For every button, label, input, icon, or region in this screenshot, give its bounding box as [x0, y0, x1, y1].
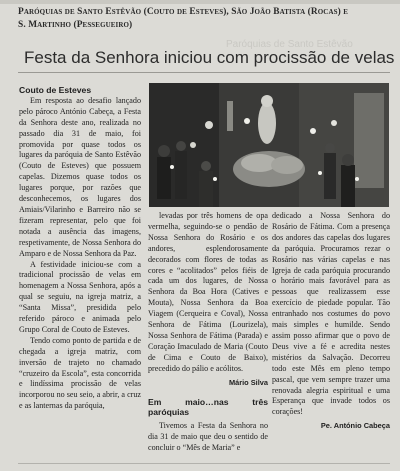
- bleed-through-text: Paróquias de Santo Estêvão: [226, 39, 353, 50]
- headline-divider: [18, 72, 390, 73]
- header-line-2: S. Martinho (Pessegueiro): [18, 20, 133, 30]
- header-line-1: Paróquias de Santo Estêvão (Couto de Esteves), São João Batista (Rocas) e: [18, 7, 349, 17]
- paragraph: Tivemos a Festa da Senhora no dia 31 de maio que deu o sentido de concluir o “Mês de Maria” e: [148, 421, 268, 453]
- procession-photo: [149, 83, 389, 207]
- top-border: [0, 0, 400, 4]
- paragraph: levadas por três homens de opa vermelha, seguindo-se o pendão de Nossa Senhora do Rosário e os andores, esplendorosamente decorados com flores de todas as cores e “acolitados” pelos fiéis de cada um dos lugares, de Nossa Senhora da Boa Hora (Catives e Mouta), Nossa Senhora da Boa Viagem (Cerqueira e Coval), Nossa Senhora de Fátima (Lourizela), Nossa Senhora de Fátima (Parada) e Coração Imaculado de Maria (Couto de Cima e Couto de Baixo), precedido do pálio e acólitos.: [148, 211, 268, 373]
- article-headline: Festa da Senhora iniciou com procissão de velas: [24, 48, 395, 67]
- bottom-border: [18, 463, 390, 464]
- author-signature: Pe. António Cabeça: [320, 421, 390, 431]
- article-column-3: [272, 211, 390, 432]
- paragraph: A festividade iniciou-se com a tradicional procissão de velas em homenagem a Nossa Senhora, após a qual se seguiu, na igreja matriz, a “Santa Missa”, presidida pelo referido pároco e animada pelo Grupo Coral de Couto de Esteves.: [19, 259, 141, 334]
- location-subhead: Couto de Esteves: [19, 85, 92, 95]
- article-column-2: [148, 211, 268, 454]
- paragraph: Em resposta ao desafio lançado pelo pároco António Cabeça, a Festa da Senhora deste ano, realizada no passado dia 31 de maio, foi promovida por quase todos os lugares da paróquia de Santo Estêvão (Couto de Esteves) que possuem capelas. Dizemos quase todos os lugares porque, por razões que desconhecemos, os lugares dos Amiais/Vilarinho e Barreiro não se fizeram representar, pelo que foi notada a ausência das imagens, respetivamente, de Nossa Senhora do Amparo e de Nossa Senhora da Paz.: [19, 95, 141, 258]
- paragraph: dedicado a Nossa Senhora do Rosário de Fátima. Com a presença dos andores das capelas dos lugares da paróquia. Procuramos rezar o Rosário nas várias capelas e nas Igreja de cada paróquia procurando o horário mais favorável para as pessoas que realizassem esse exercício de piedade popular. Tão entranhado nos costumes do povo mais simples e humilde. Sendo assim posso afirmar que o povo de Deus vive a fé e acredita nestes mistérios da Salvação. Decorreu todo este Mês em pleno tempo pascal, que vem sempre trazer uma renovada alegria espiritual e uma Esperança que invade todos os corações!: [272, 211, 390, 417]
- author-signature: Mário Silva: [228, 377, 268, 387]
- article-column-1: [19, 85, 141, 412]
- section-heading: Em maio…nas três paróquias: [148, 396, 268, 418]
- procession-photo-illustration: [149, 83, 389, 207]
- parish-header: [18, 6, 388, 32]
- paragraph: Tendo como ponto de partida e de chegada a igreja matriz, com inversão de trajeto no chamado “cruzeiro da Escola”, esta concorrida e lindíssima procissão de velas incorporou no seu seio, a abrir, a cruz e as lanternas da paróquia,: [19, 335, 141, 411]
